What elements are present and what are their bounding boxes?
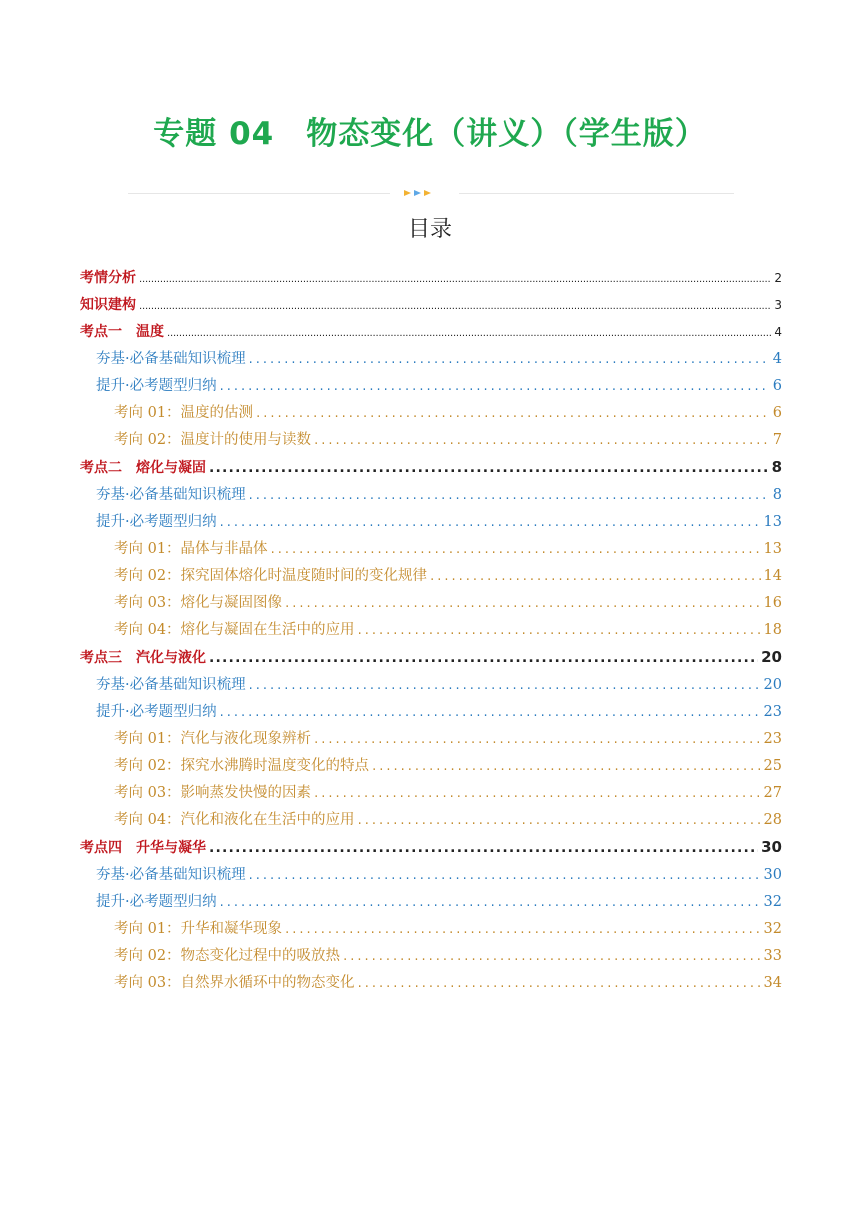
- toc-entry[interactable]: [80, 346, 782, 373]
- toc-entry-page: 2: [774, 271, 782, 285]
- toc-entry[interactable]: [80, 834, 782, 862]
- toc-entry-label: 考向 03：自然界水循环中的物态变化: [114, 975, 355, 991]
- leader-dots: [314, 427, 770, 454]
- leader-dots: [271, 536, 761, 563]
- toc-entry-page: 34: [763, 975, 782, 991]
- toc-entry-page: 16: [763, 595, 782, 611]
- toc-entry-label: 考向 02：探究固体熔化时温度随时间的变化规律: [114, 568, 428, 584]
- toc-entry[interactable]: [80, 862, 782, 889]
- toc-entry-page: 25: [763, 758, 782, 774]
- toc-entry[interactable]: [80, 753, 782, 780]
- toc-entry-label: 提升·必考题型归纳: [96, 704, 217, 720]
- leader-dots: [372, 753, 760, 780]
- toc-entry-page: 4: [774, 325, 782, 339]
- toc-entry[interactable]: [80, 780, 782, 807]
- toc-entry-page: 30: [761, 838, 782, 856]
- toc-entry-label: 考向 01：晶体与非晶体: [114, 541, 268, 557]
- toc-entry-label: 考向 02：物态变化过程中的吸放热: [114, 948, 341, 964]
- leader-dots: [358, 807, 761, 834]
- toc-entry-label: 考向 03：影响蒸发快慢的因素: [114, 785, 312, 801]
- toc-entry[interactable]: [80, 482, 782, 509]
- leader-dots: [358, 970, 761, 997]
- toc-entry-label: 提升·必考题型归纳: [96, 514, 217, 530]
- leader-dots: [209, 835, 758, 862]
- toc-entry-page: 28: [763, 812, 782, 828]
- toc-entry[interactable]: [80, 916, 782, 943]
- leader-dots: [285, 916, 760, 943]
- toc-entry[interactable]: [80, 590, 782, 617]
- toc-heading: 目录: [407, 217, 452, 242]
- toc-entry-page: 14: [763, 568, 782, 584]
- leader-dots: [249, 672, 761, 699]
- toc-entry-label: 提升·必考题型归纳: [96, 894, 217, 910]
- toc-entry[interactable]: [80, 943, 782, 970]
- toc-entry[interactable]: [80, 292, 782, 319]
- toc-entry-page: 6: [772, 378, 782, 394]
- document-title: 专题 04 物态变化（讲义）（学生版）: [153, 116, 707, 152]
- toc-entry-page: 33: [763, 948, 782, 964]
- leader-dots: [220, 373, 770, 400]
- toc-entry-page: 13: [763, 514, 782, 530]
- toc-entry-page: 8: [772, 487, 782, 503]
- toc-entry-label: 考向 01：温度的估测: [114, 405, 254, 421]
- toc-entry[interactable]: [80, 644, 782, 672]
- toc-entry[interactable]: [80, 889, 782, 916]
- toc-entry-page: 20: [761, 648, 782, 666]
- toc-entry-label: 考向 03：熔化与凝固图像: [114, 595, 283, 611]
- leader-dots: [285, 590, 760, 617]
- toc-entry-label: 考向 01：升华和凝华现象: [114, 921, 283, 937]
- toc-entry[interactable]: [80, 265, 782, 292]
- leader-dots: [167, 320, 771, 347]
- toc-entry[interactable]: [80, 699, 782, 726]
- leader-dots: [343, 943, 760, 970]
- leader-dots: [220, 509, 761, 536]
- toc-entry-page: 8: [771, 458, 782, 476]
- toc-entry-page: 3: [774, 298, 782, 312]
- toc-entry-page: 32: [763, 894, 782, 910]
- toc-entry-label: 考点三 汽化与液化: [80, 650, 206, 666]
- toc-entry[interactable]: [80, 427, 782, 454]
- toc-entry-page: 30: [763, 867, 782, 883]
- toc-entry[interactable]: [80, 617, 782, 644]
- leader-dots: [139, 266, 771, 293]
- toc-entry[interactable]: [80, 509, 782, 536]
- leader-dots: [209, 455, 769, 482]
- toc-entry-label: 考情分析: [80, 270, 136, 286]
- toc-entry-label: 知识建构: [80, 297, 136, 313]
- leader-dots: [358, 617, 761, 644]
- toc-entry-label: 夯基·必备基础知识梳理: [96, 351, 246, 367]
- toc-entry-page: 23: [763, 704, 782, 720]
- toc-entry[interactable]: [80, 726, 782, 753]
- toc-entry[interactable]: [80, 454, 782, 482]
- toc-entry-label: 夯基·必备基础知识梳理: [96, 677, 246, 693]
- leader-dots: [314, 780, 760, 807]
- toc-entry-label: 考向 01：汽化与液化现象辨析: [114, 731, 312, 747]
- toc-entry-label: 提升·必考题型归纳: [96, 378, 217, 394]
- toc-entry-label: 夯基·必备基础知识梳理: [96, 867, 246, 883]
- toc-entry-label: 考点二 熔化与凝固: [80, 460, 206, 476]
- toc-entry-label: 夯基·必备基础知识梳理: [96, 487, 246, 503]
- toc-entry-label: 考向 02：温度计的使用与读数: [114, 432, 312, 448]
- leader-dots: [209, 645, 758, 672]
- leader-dots: [220, 699, 761, 726]
- toc-entry[interactable]: [80, 970, 782, 997]
- toc-entry-page: 27: [763, 785, 782, 801]
- toc-entry-page: 4: [772, 351, 782, 367]
- toc-entry-label: 考点四 升华与凝华: [80, 840, 206, 856]
- leader-dots: [256, 400, 770, 427]
- toc-entry-page: 23: [763, 731, 782, 747]
- toc-entry-page: 18: [763, 622, 782, 638]
- leader-dots: [249, 862, 761, 889]
- leader-dots: [249, 482, 770, 509]
- toc-entry-page: 32: [763, 921, 782, 937]
- toc-entry[interactable]: [80, 400, 782, 427]
- leader-dots: [249, 346, 770, 373]
- toc-entry-label: 考向 02：探究水沸腾时温度变化的特点: [114, 758, 370, 774]
- toc-entry-label: 考向 04：汽化和液化在生活中的应用: [114, 812, 355, 828]
- toc-entry[interactable]: [80, 807, 782, 834]
- leader-dots: [314, 726, 760, 753]
- toc-entry-label: 考向 04：熔化与凝固在生活中的应用: [114, 622, 355, 638]
- toc-entry-page: 20: [763, 677, 782, 693]
- toc-entry[interactable]: [80, 563, 782, 590]
- toc-entry-label: 考点一 温度: [80, 324, 164, 340]
- toc-entry-page: 7: [772, 432, 782, 448]
- table-of-contents: [80, 265, 782, 997]
- toc-entry[interactable]: [80, 672, 782, 699]
- toc-entry[interactable]: [80, 373, 782, 400]
- toc-entry[interactable]: [80, 319, 782, 346]
- toc-entry[interactable]: [80, 536, 782, 563]
- toc-entry-page: 6: [772, 405, 782, 421]
- arrow-ornament-icon: [404, 189, 444, 197]
- leader-dots: [430, 563, 760, 590]
- leader-dots: [220, 889, 761, 916]
- leader-dots: [139, 293, 771, 320]
- title-divider: [128, 193, 734, 194]
- toc-entry-page: 13: [763, 541, 782, 557]
